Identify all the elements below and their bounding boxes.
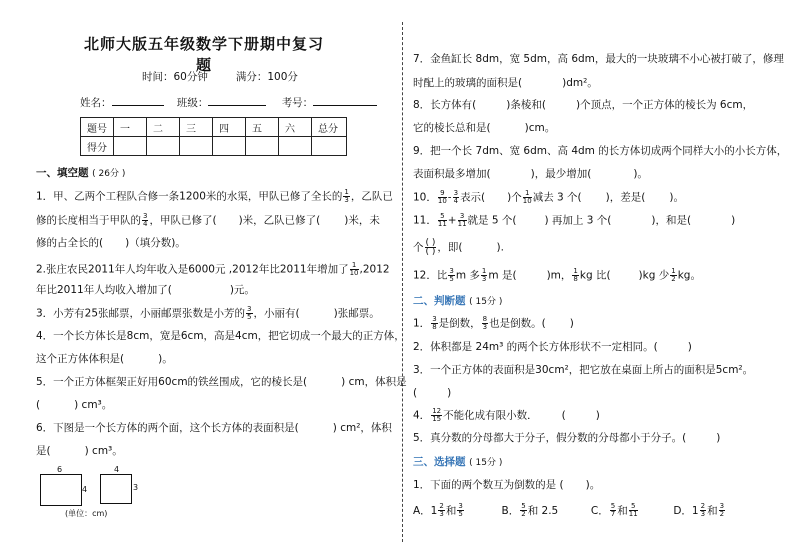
question-11: 11． $\frac{5}{11}$ + $\frac{3}{11}$ 就是 5 个( ) 再加上 3 个( )，和是( ) xyxy=(413,212,736,228)
question-10: 10． $\frac{9}{10}$ - $\frac{3}{4}$ 表示( )个 $\frac{1}{10}$ 减去 3 个( )，差是( )。 xyxy=(413,189,684,205)
face-rectangle-1 xyxy=(40,474,82,506)
page-title: 北师大版五年级数学下册期中复习题 xyxy=(84,35,325,74)
score-table-header: 题号 一 二 三 四 五 六 总分 xyxy=(81,118,347,137)
name-field[interactable] xyxy=(112,105,164,106)
question-8: 8．长方体有( )条棱和( )个顶点，一个正方体的棱长为 6cm， xyxy=(413,99,754,111)
score-table-row: 得分 xyxy=(81,137,347,156)
question-2: 2.张庄农民2011年人均年收入是6000元 ,2012年比2011年增加了 $\frac{1}{10}$ ,2012 xyxy=(36,261,390,277)
judge-2: 2．体积都是 24m³ 的两个长方体形状不一定相同。( ) xyxy=(413,341,692,353)
option-a[interactable]: A．1 $\frac{2}{3}$ 和 $\frac{3}{5}$ xyxy=(413,502,463,518)
question-4: 4．一个长方体长是8cm，宽是6cm，高是4cm，把它切成一个最大的正方体， xyxy=(36,330,405,342)
exam-time: 时间：60分钟 满分：100分 xyxy=(142,71,298,83)
student-info: 姓名： 班级： 考号： xyxy=(80,96,377,110)
score-table xyxy=(80,117,347,156)
choice-1-options xyxy=(413,503,726,518)
option-c[interactable]: C． $\frac{5}{7}$ 和 $\frac{5}{11}$ xyxy=(590,502,638,518)
option-d[interactable]: D．1 $\frac{2}{3}$ 和 $\frac{3}{2}$ xyxy=(673,502,725,518)
question-3: 3．小芳有25张邮票，小丽邮票张数是小芳的 $\frac{3}{5}$ ，小丽有( )张邮票。 xyxy=(36,305,380,321)
judge-4: 4． $\frac{12}{15}$ 不能化成有限小数． ( ) xyxy=(413,407,600,423)
question-1: 1．甲、乙两个工程队合修一条1200米的水渠，甲队已修了全长的 $\frac{1}{3}$ ，乙队已 xyxy=(36,188,393,204)
section-1-title: 一、填空题 ( 26分 ) xyxy=(36,167,126,179)
choice-1: 1．下面的两个数互为倒数的是 ( )。 xyxy=(413,479,601,491)
column-divider xyxy=(402,22,403,542)
question-9: 9．把一个长 7dm、宽 6dm、高 4dm 的长方体切成两个同样大小的小长方体， xyxy=(413,145,788,157)
judge-1: 1． $\frac{3}{8}$ 是倒数， $\frac{8}{3}$ 也是倒数。( ) xyxy=(413,315,574,331)
class-field[interactable] xyxy=(208,105,266,106)
question-6: 6．下图是一个长方体的两个面，这个长方体的表面积是( ) cm²，体积 xyxy=(36,422,392,434)
option-b[interactable]: B． $\frac{5}{2}$ 和 2.5 xyxy=(501,502,559,518)
exam-page: 北师大版五年级数学下册期中复习题 时间：60分钟 满分：100分 姓名： 班级： 考号： 题号 一 二 三 四 五 六 总分 得分 一、填空题 ( 26分 ) 1．甲、乙两个工程队合修一条1200米的水渠，甲队已修了全长的 $\frac{1}{3}$ ，乙队已 修的长度相当于甲队的 $\frac{3}{4}$ ，甲队已修了( )米，乙队已修了( )米，未 修的占全长的( )（填分数)。 2.张庄农民2011年人均年收入是6000元 ,2012年比2011年增加了 $\frac{1}{10}$ ,2012 年比2011年人均收入增加了( )元。 3．小芳有25张邮票，小丽邮票张数是小芳的 $\frac{3}{5}$ ，小丽有( )张邮票。 4．一个长方体长是8cm，宽是6cm，高是4cm，把它切成一个最大的正方体， 这个正方体体积是( )。 5．一个正方体框架正好用60cm的铁丝围成，它的棱长是( ) cm，体积是 ( ) cm³。 6．下图是一个长方体的两个面，这个长方体的表面积是( ) cm²，体积 是( ) cm³。 6 4 4 3 (单位：cm) 7．金鱼缸长 8dm，宽 5dm，高 6dm，最大的一块玻璃不小心被打破了，修理 时配上的玻璃的面积是( )dm²。 8．长方体有( )条棱和( )个顶点，一个正方体的棱长为 6cm， 它的棱长总和是( )cm。 9．把一个长 7dm、宽 6dm、高 4dm 的长方体切成两个同样大小的小长方体， 表面积最多增加( )，最少增加( )。 10． $\frac{9}{10}$ - $\frac{3}{4}$ 表示( )个 $\frac{1}{10}$ 减去 3 个( )，差是( )。 11． $\frac{5}{11}$ + $\frac{3}{11}$ 就是 5 个( ) 再加上 3 个( )，和是( ) 个 $\frac{( )}{( )}$ ，即( ). 12．比 $\frac{3}{5}$ m 多 $\frac{1}{3}$ m 是( )m， $\frac{1}{8}$ kg 比( )kg 少 $\frac{1}{2}$ kg。 二、判断题 ( 15分 ) 1． $\frac{3}{8}$ 是倒数， $\frac{8}{3}$ 也是倒数。( ) 2．体积都是 24m³ 的两个长方体形状不一定相同。( ) 3．一个正方体的表面积是30cm²，把它放在桌面上所占的面积是5cm²。 ( ) 4． $\frac{12}{15}$ 不能化成有限小数． ( ) 5．真分数的分母都大于分子，假分数的分母都小于分子。( ) 三、选择题 ( 15分 ) 1．下面的两个数互为倒数的是 ( )。 A．1 $\frac{2}{3}$ 和 $\frac{3}{5}$ B． $\frac{5}{2}$ 和 2.5 C． $\frac{5}{7}$ 和 $\frac{5}{11}$ D．1 $\frac{2}{3}$ 和 $\frac{3}{2}$ xyxy=(0,0,794,554)
section-3-title: 三、选择题 ( 15分 ) xyxy=(413,456,503,468)
judge-5: 5．真分数的分母都大于分子，假分数的分母都小于分子。( ) xyxy=(413,432,721,444)
question-5: 5．一个正方体框架正好用60cm的铁丝围成，它的棱长是( ) cm，体积是 xyxy=(36,376,407,388)
judge-3: 3．一个正方体的表面积是30cm²，把它放在桌面上所占的面积是5cm²。 xyxy=(413,364,754,376)
section-2-title: 二、判断题 ( 15分 ) xyxy=(413,295,503,307)
number-field[interactable] xyxy=(313,105,377,106)
question-7: 7．金鱼缸长 8dm，宽 5dm，高 6dm，最大的一块玻璃不小心被打破了，修理 xyxy=(413,53,784,65)
face-rectangle-2 xyxy=(100,474,132,504)
question-12: 12．比 $\frac{3}{5}$ m 多 $\frac{1}{3}$ m 是( )m， $\frac{1}{8}$ kg 比( )kg 少 $\frac{1}{2}$ kg。 xyxy=(413,267,701,283)
